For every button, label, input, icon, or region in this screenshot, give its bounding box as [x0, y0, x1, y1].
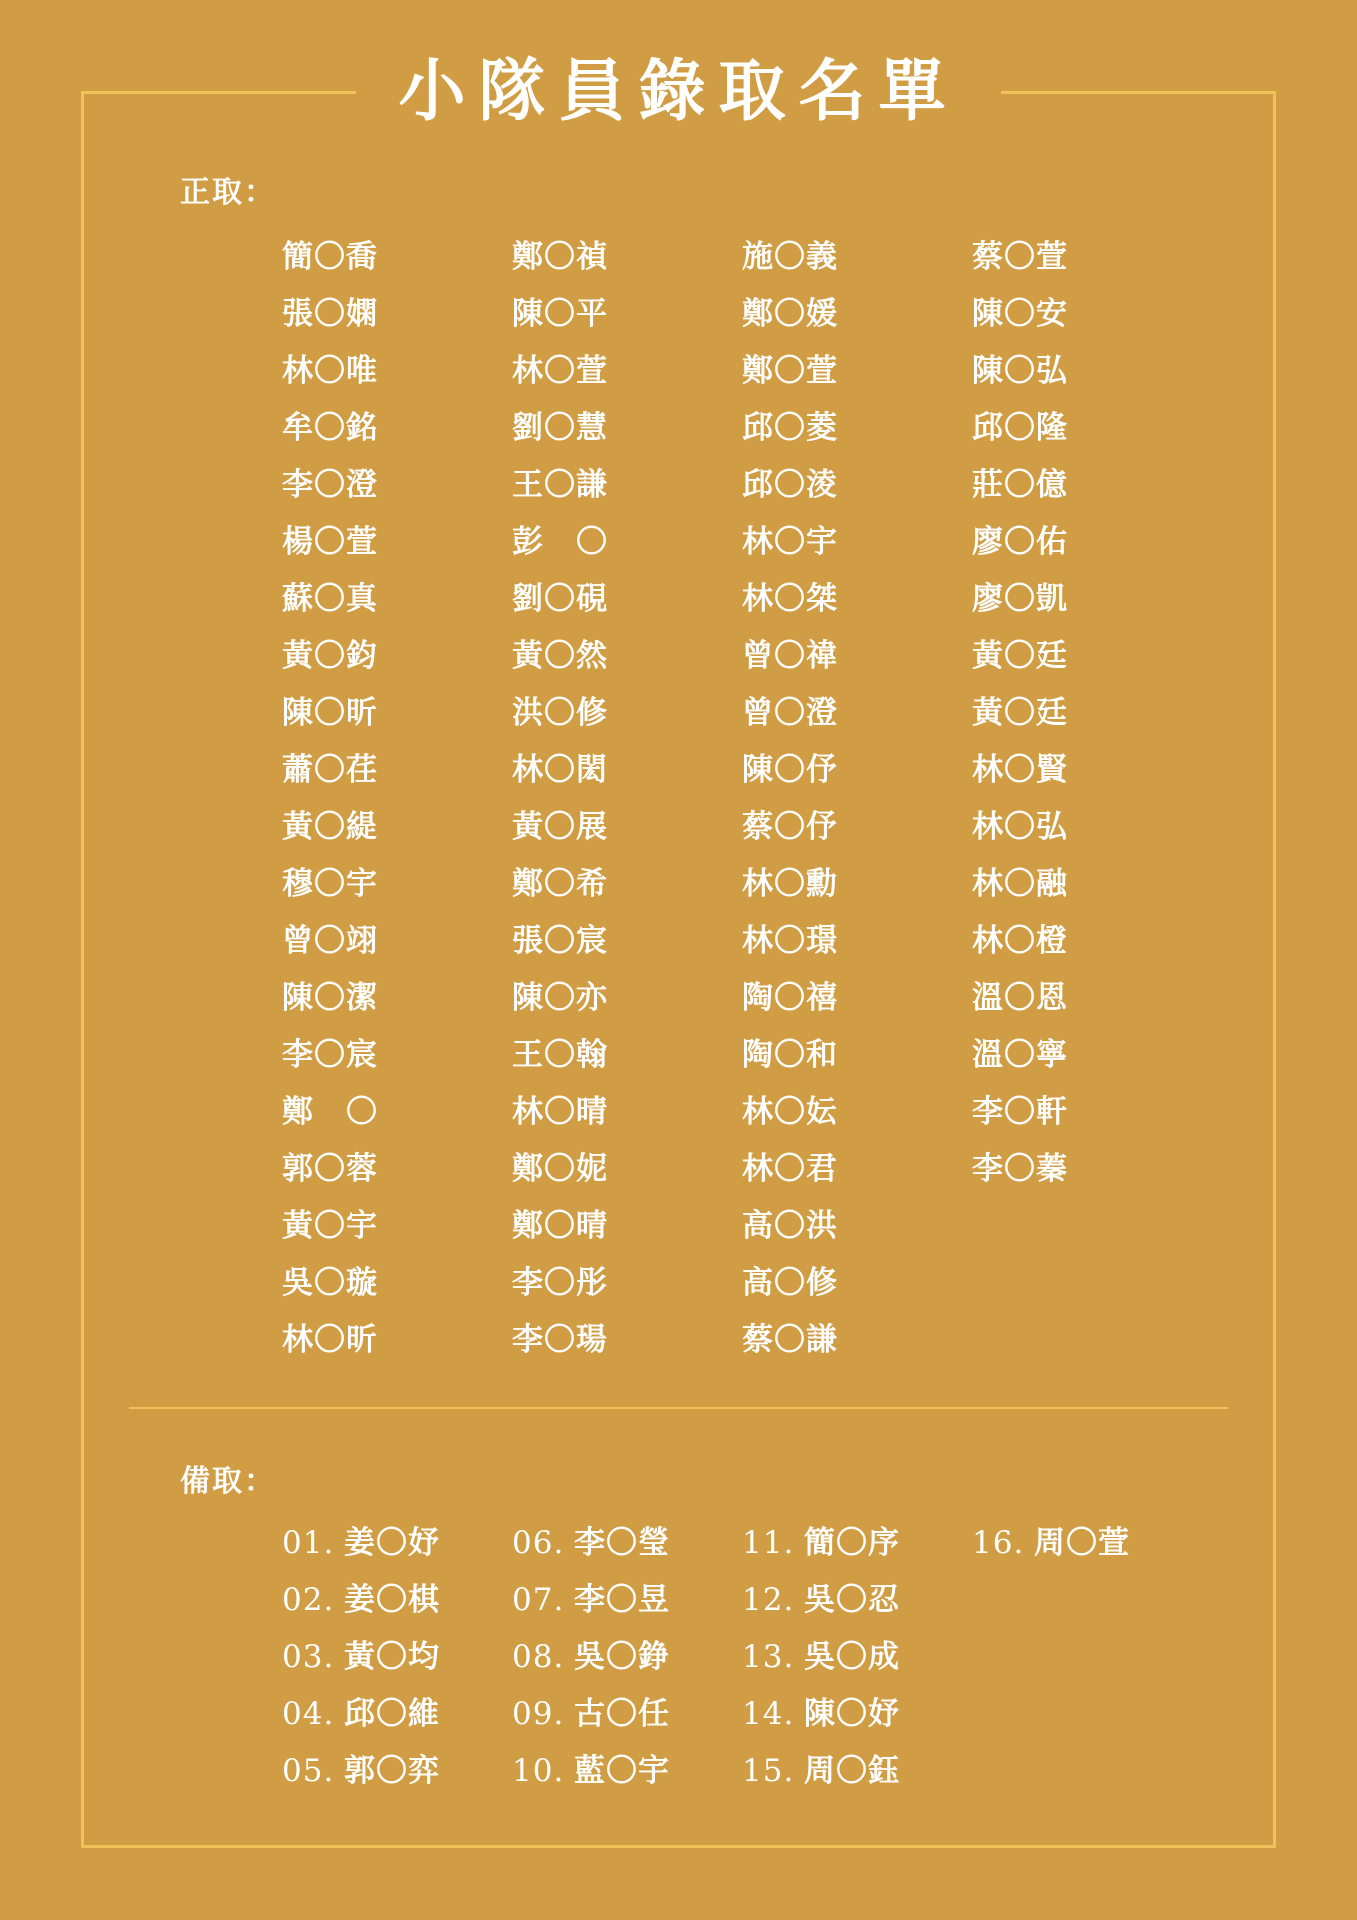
main-name-entry: 廖〇佑: [972, 524, 1068, 560]
main-name-entry: 李〇軒: [972, 1094, 1068, 1130]
reserve-number: 11.: [742, 1525, 795, 1561]
main-name-entry: 陳〇昕: [282, 695, 378, 731]
reserve-number: 03.: [282, 1639, 335, 1675]
main-name-entry: 林〇勳: [742, 866, 838, 902]
main-name-entry: 林〇萱: [512, 353, 608, 389]
main-name-entry: 彭 〇: [512, 524, 608, 560]
page-title: 小隊員錄取名單: [398, 50, 959, 130]
reserve-name: 郭〇弈: [344, 1753, 440, 1789]
main-name-entry: 李〇瑒: [512, 1322, 608, 1358]
reserve-name: 李〇瑩: [574, 1525, 670, 1561]
title-container: [356, 45, 1001, 135]
main-name-entry: 蔡〇伃: [742, 809, 838, 845]
reserve-name-entry: [282, 1577, 512, 1634]
reserve-number: 01.: [282, 1525, 335, 1561]
reserve-number: 05.: [282, 1753, 335, 1789]
reserve-name-entry: [512, 1577, 742, 1634]
reserve-number: 10.: [512, 1753, 565, 1789]
reserve-name: 古〇任: [574, 1696, 670, 1732]
main-name-entry: 林〇妘: [742, 1094, 838, 1130]
main-name-entry: 牟〇銘: [282, 410, 378, 446]
reserve-name-entry: [972, 1520, 1202, 1577]
main-name-entry: 張〇嫻: [282, 296, 378, 332]
main-name-entry: 林〇晴: [512, 1094, 608, 1130]
main-name-entry: 林〇賢: [972, 752, 1068, 788]
reserve-number: 06.: [512, 1525, 565, 1561]
reserve-name-entry: [742, 1691, 972, 1748]
section-divider: [129, 1407, 1228, 1409]
main-name-entry: 黃〇宇: [282, 1208, 378, 1244]
reserve-name: 黃〇均: [344, 1639, 440, 1675]
reserve-name: 藍〇宇: [574, 1753, 670, 1789]
reserve-number: 16.: [972, 1525, 1025, 1561]
main-name-entry: 鄭〇萱: [742, 353, 838, 389]
reserve-number: 09.: [512, 1696, 565, 1732]
main-name-entry: 林〇弘: [972, 809, 1068, 845]
reserve-name: 姜〇妤: [344, 1525, 440, 1561]
main-name-entry: 林〇宇: [742, 524, 838, 560]
reserve-name: 吳〇忍: [804, 1582, 900, 1618]
main-name-entry: 陳〇安: [972, 296, 1068, 332]
main-name-entry: 穆〇宇: [282, 866, 378, 902]
main-name-entry: 陳〇亦: [512, 980, 608, 1016]
reserve-name: 陳〇妤: [804, 1696, 900, 1732]
main-name-entry: 郭〇蓉: [282, 1151, 378, 1187]
reserve-number: 12.: [742, 1582, 795, 1618]
reserve-number: 02.: [282, 1582, 335, 1618]
reserve-name-entry: [512, 1691, 742, 1748]
reserve-admission-label: 備取：: [180, 1464, 276, 1499]
main-name-entry: 陶〇和: [742, 1037, 838, 1073]
reserve-name: 周〇萱: [1034, 1525, 1130, 1561]
main-name-entry: 鄭〇禎: [512, 239, 608, 275]
main-name-entry: 林〇桀: [742, 581, 838, 617]
main-name-entry: 莊〇億: [972, 467, 1068, 503]
main-name-entry: 施〇義: [742, 239, 838, 275]
reserve-number: 14.: [742, 1696, 795, 1732]
main-name-entry: 王〇謙: [512, 467, 608, 503]
reserve-name: 邱〇維: [344, 1696, 440, 1732]
main-name-entry: 溫〇寧: [972, 1037, 1068, 1073]
reserve-name: 簡〇序: [804, 1525, 900, 1561]
reserve-name-entry: [282, 1634, 512, 1691]
main-name-entry: 高〇洪: [742, 1208, 838, 1244]
reserve-name-entry: [512, 1634, 742, 1691]
main-admission-label: 正取：: [180, 175, 276, 210]
main-name-entry: 林〇君: [742, 1151, 838, 1187]
reserve-name-entry: [742, 1634, 972, 1691]
main-name-entry: 廖〇凱: [972, 581, 1068, 617]
main-name-entry: 林〇閎: [512, 752, 608, 788]
main-name-entry: 劉〇慧: [512, 410, 608, 446]
main-name-entry: 黃〇然: [512, 638, 608, 674]
main-name-entry: 鄭 〇: [282, 1094, 378, 1130]
reserve-admission-list: [282, 1520, 1202, 1805]
main-name-entry: 林〇融: [972, 866, 1068, 902]
reserve-name: 周〇鈺: [804, 1753, 900, 1789]
main-name-entry: 陶〇禧: [742, 980, 838, 1016]
main-name-entry: 溫〇恩: [972, 980, 1068, 1016]
main-name-entry: 曾〇翊: [282, 923, 378, 959]
main-name-entry: 邱〇淩: [742, 467, 838, 503]
reserve-name-entry: [282, 1748, 512, 1805]
main-name-entry: 蘇〇真: [282, 581, 378, 617]
main-name-entry: 邱〇菱: [742, 410, 838, 446]
reserve-number: 15.: [742, 1753, 795, 1789]
main-name-entry: 簡〇喬: [282, 239, 378, 275]
main-name-entry: 劉〇硯: [512, 581, 608, 617]
main-name-entry: 陳〇潔: [282, 980, 378, 1016]
main-name-entry: 高〇修: [742, 1265, 838, 1301]
main-name-entry: 黃〇鈞: [282, 638, 378, 674]
main-name-entry: 李〇彤: [512, 1265, 608, 1301]
main-name-entry: 蕭〇荏: [282, 752, 378, 788]
main-name-entry: 邱〇隆: [972, 410, 1068, 446]
reserve-number: 04.: [282, 1696, 335, 1732]
reserve-name-entry: [282, 1520, 512, 1577]
main-name-entry: 洪〇修: [512, 695, 608, 731]
reserve-name-entry: [512, 1748, 742, 1805]
main-name-entry: 林〇橙: [972, 923, 1068, 959]
main-name-entry: 林〇璟: [742, 923, 838, 959]
main-name-entry: 黃〇廷: [972, 695, 1068, 731]
main-name-entry: 鄭〇媛: [742, 296, 838, 332]
reserve-name-entry: [282, 1691, 512, 1748]
main-name-entry: 王〇翰: [512, 1037, 608, 1073]
reserve-number: 07.: [512, 1582, 565, 1618]
main-name-entry: 鄭〇晴: [512, 1208, 608, 1244]
main-name-entry: 鄭〇希: [512, 866, 608, 902]
main-name-entry: 陳〇伃: [742, 752, 838, 788]
reserve-name: 吳〇成: [804, 1639, 900, 1675]
main-name-entry: 陳〇平: [512, 296, 608, 332]
reserve-name: 吳〇錚: [574, 1639, 670, 1675]
main-name-entry: 林〇昕: [282, 1322, 378, 1358]
main-name-entry: 鄭〇妮: [512, 1151, 608, 1187]
reserve-number: 13.: [742, 1639, 795, 1675]
main-name-entry: 黃〇展: [512, 809, 608, 845]
main-name-entry: 蔡〇萱: [972, 239, 1068, 275]
reserve-name-entry: [742, 1748, 972, 1805]
main-name-entry: 張〇宸: [512, 923, 608, 959]
main-name-entry: 蔡〇謙: [742, 1322, 838, 1358]
reserve-name-entry: [742, 1520, 972, 1577]
main-name-entry: 李〇澄: [282, 467, 378, 503]
reserve-name: 姜〇棋: [344, 1582, 440, 1618]
main-name-entry: 楊〇萱: [282, 524, 378, 560]
reserve-name-entry: [742, 1577, 972, 1634]
main-name-entry: 李〇宸: [282, 1037, 378, 1073]
main-name-entry: 李〇蓁: [972, 1151, 1068, 1187]
main-name-entry: 黃〇緹: [282, 809, 378, 845]
reserve-number: 08.: [512, 1639, 565, 1675]
main-name-entry: 陳〇弘: [972, 353, 1068, 389]
main-name-entry: 林〇唯: [282, 353, 378, 389]
main-name-entry: 曾〇禕: [742, 638, 838, 674]
main-admission-list: [282, 234, 1202, 1374]
main-name-entry: 吳〇璇: [282, 1265, 378, 1301]
reserve-name: 李〇昱: [574, 1582, 670, 1618]
main-name-entry: 黃〇廷: [972, 638, 1068, 674]
main-name-entry: 曾〇澄: [742, 695, 838, 731]
reserve-name-entry: [512, 1520, 742, 1577]
